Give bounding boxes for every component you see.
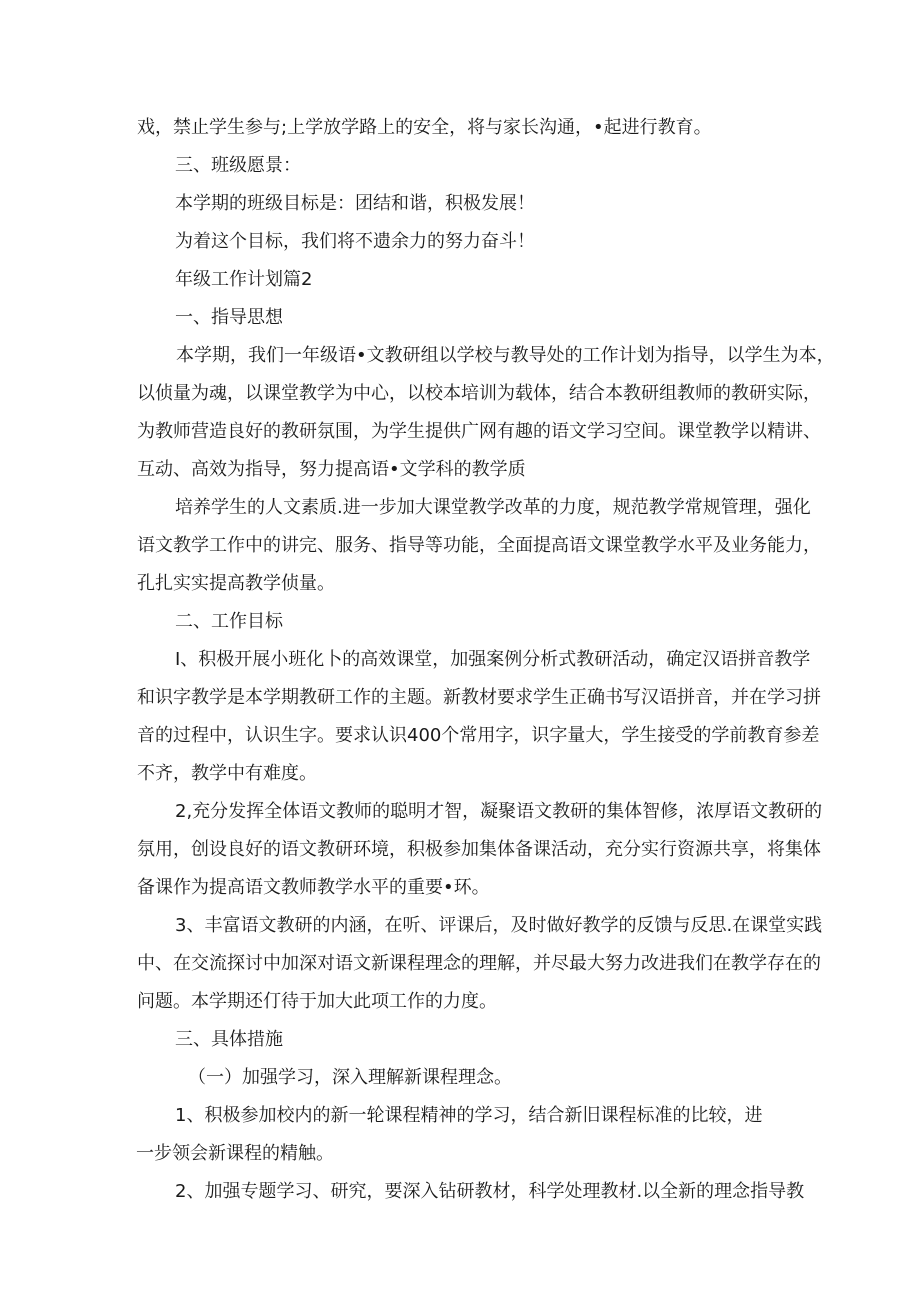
text-line: 语文教学工作中的讲完、服务、指导等功能，全面提高语文课堂教学水平及业务能力，: [137, 535, 821, 556]
text-line: 备课作为提高语文教师教学水平的重要•环。: [137, 877, 490, 898]
text-line: 音的过程中，认识生字。要求认识400个常用字，识字量大，学生接受的学前教育参差: [137, 725, 820, 746]
text-line: 2、加强专题学习、研究，要深入钻研教材，科学处理教材.以全新的理念指导教: [175, 1181, 805, 1202]
text-line: 孔扎实实提高教学侦量。: [137, 573, 335, 594]
text-line: 和识字教学是本学期教研工作的主题。新教材要求学生正确书写汉语拼音，并在学习拼: [137, 687, 821, 708]
text-line: 一步领会新课程的精触。: [136, 1143, 334, 1164]
text-line: 本学期，我们一年级语•文教研组以学校与教导处的工作计划为指导，以学生为本，: [176, 345, 835, 366]
text-line: 本学期的班级目标是：团结和谐，积极发展！: [175, 193, 535, 214]
text-line: 中、在交流探讨中加深对语文新课程理念的理解，并尽最大努力改进我们在教学存在的: [137, 953, 821, 974]
text-line: 问题。本学期还仃待于加大此项工作的力度。: [137, 991, 497, 1012]
text-line: 为着这个目标，我们将不遗余力的努力奋斗！: [175, 231, 535, 252]
text-line: 2,充分发挥全体语文教师的聪明才智，凝聚语文教研的集体智修，浓厚语文教研的: [175, 801, 823, 822]
text-line: 以侦量为魂，以课堂教学为中心，以校本培训为载体，结合本教研组教师的教研实际，: [137, 383, 821, 404]
text-line: 为教师营造良好的教研氛围，为学生提供广网有趣的语文学习空间。课堂教学以精讲、: [137, 421, 821, 442]
text-line: I、积极开展小班化卜的高效课堂，加强案例分析式教研活动，确定汉语拼音教学: [175, 649, 811, 670]
text-line: 戏，禁止学生参与;上学放学路上的安全，将与家长沟通，•起进行教育。: [137, 117, 712, 138]
subsection-heading: （一）加强学习，深入理解新课程理念。: [188, 1067, 512, 1088]
section-heading: 三、具体措施: [175, 1029, 283, 1050]
text-line: 3、丰富语文教研的内涵，在听、评课后，及时做好教学的反馈与反思.在课堂实践: [175, 915, 823, 936]
section-heading: 二、工作目标: [175, 611, 283, 632]
text-line: 互动、高效为指导，努力提高语•文学科的教学质: [137, 459, 526, 480]
text-line: 1、积极参加校内的新一轮课程精神的学习，结合新旧课程标准的比较，进: [175, 1105, 763, 1126]
section-heading: 一、指导思想: [175, 307, 283, 328]
text-line: 不齐，教学中有难度。: [137, 763, 317, 784]
text-line: 培养学生的人文素质.进一步加大课堂教学改革的力度，规范教学常规管理，强化: [175, 497, 811, 518]
text-line: 氛用，创设良好的语文教研环境，积极参加集体备课活动，充分实行资源共享，将集体: [137, 839, 821, 860]
section-heading: 三、班级愿景：: [175, 155, 301, 176]
article-title: 年级工作计划篇2: [175, 269, 313, 290]
